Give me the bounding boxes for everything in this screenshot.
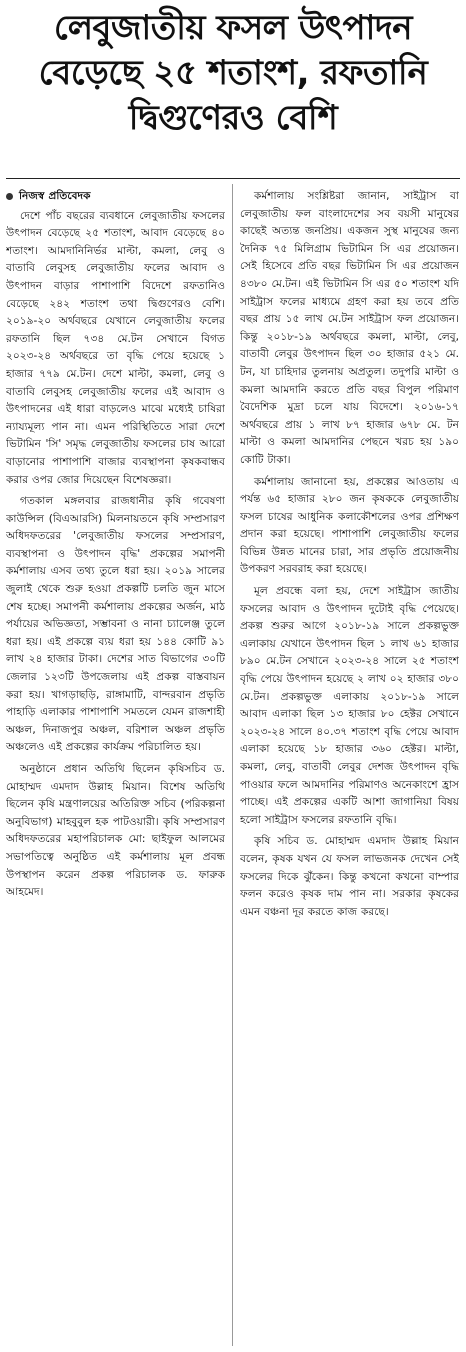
- right-column: [240, 188, 459, 1346]
- byline-text: নিজস্ব প্রতিবেদক: [19, 190, 91, 202]
- paragraph: কৃষি সচিব ড. মোহাম্মদ এমদাদ উল্লাহ মিয়ান বলেন, কৃষক যখন যে ফসল লাভজনক দেখেন সেই ফসলের দিকে ঝুঁকেন। কিন্তু কখনো কখনো বাম্পার ফলন করেও কৃষক দাম পান না। সরকার কৃষকের এমন বঞ্চনা দূর করতে কাজ করছে।: [240, 835, 459, 918]
- headline: [6, 6, 460, 141]
- paragraph: দেশে পাঁচ বছরের ব্যবধানে লেবুজাতীয় ফসলের উৎপাদন বেড়েছে ২৫ শতাংশ, আবাদ বেড়েছে ৪০ শতাংশ। আমদানিনির্ভর মাল্টা, কমলা, লেবু ও বাতাবি লেবুসহ লেবুজাতীয় ফলের আবাদ ও উৎপাদন বাড়ার পাশাপাশি বিদেশে রফতানিও বেড়েছে ২৪২ শতাংশ তথা দ্বিগুণেরও বেশি। ২০১৯-২০ অর্থবছরে যেখানে লেবুজাতীয় ফলের রফতানি ছিল ৭৩৪ মে.টন সেখানে বিগত ২০২৩-২৪ অর্থবছরে তা বৃদ্ধি পেয়ে হয়েছে ১ হাজার ৭৭৯ মে.টন। দেশে মাল্টা, কমলা, লেবু ও বাতাবি লেবুসহ লেবুজাতীয় ফলের এই আবাদ ও উৎপাদনের এই ধারা বাড়লেও মাঝে মধ্যেই চাষিরা ন্যায্যমূল্য পান না। এমন পরিস্থিতিতে সারা দেশে ভিটামিন 'সি' সমৃদ্ধ লেবুজাতীয় ফসলের চাষ আরো বাড়ানোর পাশাপাশি বাজার ব্যবস্থাপনা কৃষকবান্ধব করার ওপর জোর দিয়েছেন বিশেষজ্ঞরা।: [6, 209, 225, 486]
- bullet-icon: [6, 193, 13, 200]
- headline-line-2: বেড়েছে ২৫ শতাংশ, রফতানি: [38, 53, 428, 93]
- left-column: [6, 188, 225, 1346]
- headline-line-1: লেবুজাতীয় ফসল উৎপাদন: [53, 8, 413, 48]
- paragraph: কর্মশালায় সংশ্লিষ্টরা জানান, সাইট্রাস বা লেবুজাতীয় ফল বাংলাদেশের সব বয়সী মানুষের কাছেই অত্যন্ত জনপ্রিয়। একজন সুস্থ মানুষের জন্য দৈনিক ৭৫ মিলিগ্রাম ভিটামিন সি এর প্রয়োজন। সেই হিসেবে প্রতি বছর ভিটামিন সি এর প্রয়োজন ৪৩৮০ মে.টন। এই ভিটামিন সি এর ৫০ শতাংশ যদি সাইট্রাস ফলের মাধ্যমে গ্রহণ করা হয় তবে প্রতি বছর প্রায় ১৫ লাখ মে.টন সাইট্রাস ফল প্রয়োজন। কিন্তু ২০১৮-১৯ অর্থবছরে কমলা, মাল্টা, লেবু, বাতাবী লেবুর উৎপাদন ছিল ৩০ হাজার ৫২১ মে. টন, যা চাহিদার তুলনায় অপ্রতুল। তদুপরি মাল্টা ও কমলা আমদানি করতে প্রতি বছর বিপুল পরিমাণ বৈদেশিক মুদ্রা চলে যায় বিদেশে। ২০১৬-১৭ অর্থবছরে প্রায় ১ লাখ ৮৭ হাজার ৬৭৮ মে. টন মাল্টা ও কমলা আমদানির পেছনে খরচ হয় ১৯০ কোটি টাকা।: [240, 190, 459, 466]
- paragraph: গতকাল মঙ্গলবার রাজধানীর কৃষি গবেষণা কাউন্সিল (বিএআরসি) মিলনায়তনে কৃষি সম্প্রসারণ অধিদফতরের 'লেবুজাতীয় ফসলের সম্প্রসারণ, ব্যবস্থাপনা ও উৎপাদন বৃদ্ধি' প্রকল্পের সমাপনী কর্মশালায় এসব তথ্য তুলে ধরা হয়। ২০১৯ সালের জুলাই থেকে শুরু হওয়া প্রকল্পটি চলতি জুন মাসে শেষ হচ্ছে। সমাপনী কর্মশালায় প্রকল্পের অর্জন, মাঠ পর্যায়ের অভিজ্ঞতা, সম্ভাবনা ও নানা চ্যালেঞ্জ তুলে ধরা হয়। এই প্রকল্পে ব্যয় ধরা হয় ১৪৪ কোটি ৯১ লাখ ২৪ হাজার টাকা। দেশের সাত বিভাগের ৩০টি জেলার ১২৩টি উপজেলায় এই প্রকল্প বাস্তবায়ন করা হয়। খাগড়াছড়ি, রাঙ্গামাটি, বান্দরবান প্রভৃতি পাহাড়ি এলাকার পাশাপাশি সমতলে যেমন রাজশাহী অঞ্চল, দিনাজপুর অঞ্চল, বরিশাল অঞ্চল প্রভৃতি অঞ্চলেও এই প্রকল্পের কার্যক্রম পরিচালিত হয়।: [6, 495, 225, 754]
- column-divider: [232, 184, 233, 1346]
- paragraph: কর্মশালায় জানানো হয়, প্রকল্পের আওতায় এ পর্যন্ত ৬৫ হাজার ২৮০ জন কৃষককে লেবুজাতীয় ফসল চাষের আধুনিক কলাকৌশলের ওপর প্রশিক্ষণ প্রদান করা হয়েছে। পাশাপাশি লেবুজাতীয় ফলের বিভিন্ন উন্নত মানের চারা, সার প্রভৃতি প্রয়োজনীয় উপকরণ সরবরাহ করা হয়েছে।: [240, 475, 459, 576]
- paragraph: অনুষ্ঠানে প্রধান অতিথি ছিলেন কৃষিসচিব ড. মোহাম্মদ এমদাদ উল্লাহ মিয়ান। বিশেষ অতিথি ছিলেন কৃষি মন্ত্রণালয়ের অতিরিক্ত সচিব (পরিকল্পনা অনুবিভাগ) মাহবুবুল হক পাটওয়ারী। কৃষি সম্প্রসারণ অধিদফতরের মহাপরিচালক মো: ছাইফুল আলমের সভাপতিত্বে অনুষ্ঠিত এই কর্মশালায় মূল প্রবন্ধ উপস্থাপন করেন প্রকল্প পরিচালক ড. ফারুক আহমেদ।: [6, 763, 225, 899]
- headline-rule: [6, 178, 460, 179]
- paragraph: মূল প্রবন্ধে বলা হয়, দেশে সাইট্রাস জাতীয় ফসলের আবাদ ও উৎপাদন দুটোই বৃদ্ধি পেয়েছে। প্রকল্প শুরুর আগে ২০১৮-১৯ সালে প্রকল্পভুক্ত এলাকায় যেখানে উৎপাদন ছিল ১ লাখ ৬১ হাজার ৮৯০ মে.টন সেখানে ২০২৩-২৪ সালে ২৫ শতাংশ বৃদ্ধি পেয়ে উৎপাদন হয়েছে ২ লাখ ০২ হাজার ৩৮০ মে.টন। প্রকল্পভুক্ত এলাকায় ২০১৮-১৯ সালে আবাদ এলাকা ছিল ১৩ হাজার ৮০ হেক্টর সেখানে ২০২৩-২৪ সালে ৪০.৩৭ শতাংশ বৃদ্ধি পেয়ে আবাদ এলাকা হয়েছে ১৮ হাজার ৩৬০ হেক্টর। মাল্টা, কমলা, লেবু, বাতাবী লেবুর দেশজ উৎপাদন বৃদ্ধি পাওয়ার ফলে আমদানির পরিমাণও অনেকাংশে হ্রাস পাচ্ছে। এই প্রকল্পের একটি আশা জাগানিয়া বিষয় হলো সাইট্রাস ফসলের রফতানি বৃদ্ধি।: [240, 585, 459, 826]
- byline: [6, 188, 225, 206]
- headline-line-3: দ্বিগুণেরও বেশি: [128, 98, 338, 138]
